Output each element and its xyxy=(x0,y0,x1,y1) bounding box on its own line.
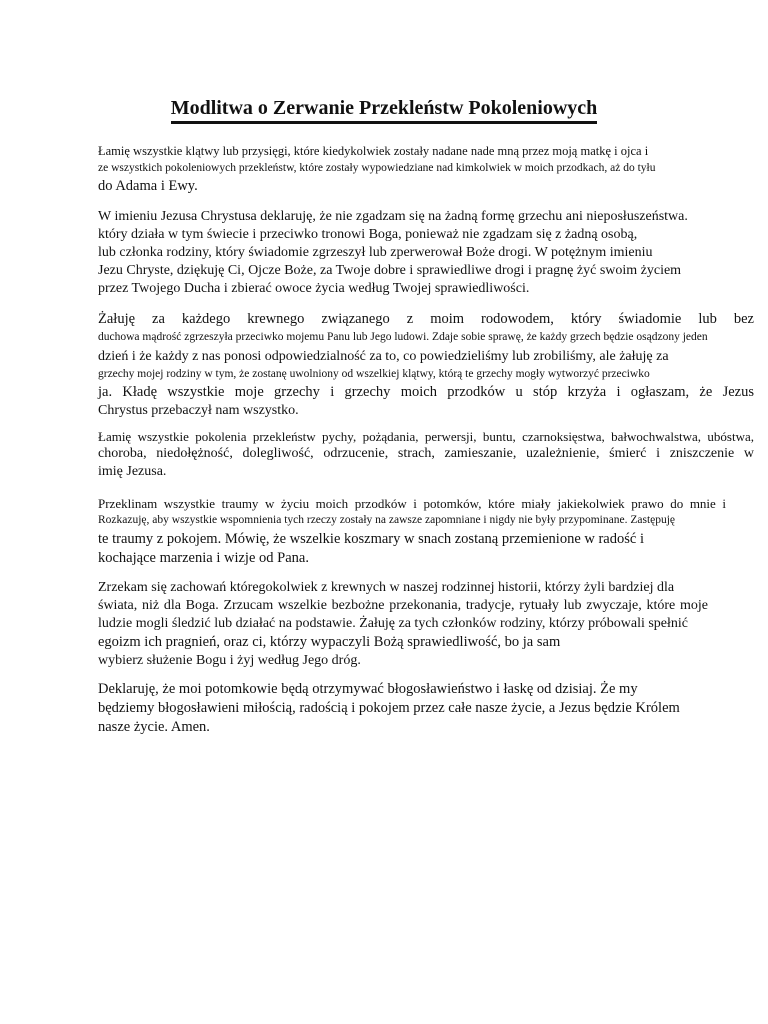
paragraph-line: Deklaruję, że moi potomkowie będą otrzymywać błogosławieństwo i łaskę od dzisiaj. Że my xyxy=(98,681,638,697)
paragraph-line: ze wszystkich pokoleniowych przekleństw, które zostały wypowiedziane nad kimkolwiek w moich przodkach, aż do tyłu xyxy=(98,162,656,174)
paragraph-line: do Adama i Ewy. xyxy=(98,178,198,194)
paragraph-line: będziemy błogosławieni miłością, radością i pokojem przez całe nasze życie, a Jezus będzie Królem xyxy=(98,700,680,716)
paragraph-line: ja. Kładę wszystkie moje grzechy i grzechy moich przodków u stóp krzyża i ogłaszam, że Jezus xyxy=(98,384,754,400)
paragraph-line: Łamię wszystkie klątwy lub przysięgi, które kiedykolwiek zostały nadane nade mną przez moją matkę i ojca i xyxy=(98,144,649,158)
paragraph-5 xyxy=(98,495,726,568)
paragraph-line: nasze życie. Amen. xyxy=(98,719,210,735)
paragraph-line: Zrzekam się zachowań któregokolwiek z krewnych w naszej rodzinnej historii, którzy żyli bardziej dla xyxy=(98,580,675,595)
paragraph-line: kochające marzenia i wizje od Pana. xyxy=(98,550,309,566)
paragraph-line: wybierz służenie Bogu i żyj według Jego dróg. xyxy=(98,653,361,668)
paragraph-line: te traumy z pokojem. Mówię, że wszelkie koszmary w snach zostaną przemienione w radość i xyxy=(98,531,644,547)
paragraph-4 xyxy=(98,428,754,481)
paragraph-line: świata, niż dla Boga. Zrzucam wszelkie bezbożne przekonania, tradycje, rytuały lub zwyczaje, które moje xyxy=(98,598,708,613)
paragraph-line: dzień i że każdy z nas ponosi odpowiedzialność za to, co powiedzieliśmy lub zrobiliśmy, ale żałuję za xyxy=(98,349,669,364)
paragraph-line: przez Twojego Ducha i zbierać owoce życia według Twojej sprawiedliwości. xyxy=(98,281,530,296)
paragraph-line: duchowa mądrość zgrzeszyła przeciwko mojemu Panu lub Jego ludowi. Zdaje sobie sprawę, że każdy grzech będzie osądzony jeden xyxy=(98,331,708,343)
paragraph-line: choroba, niedołężność, dolegliwość, odrzucenie, strach, zamieszanie, uzależnienie, śmierć i zniszczenie w xyxy=(98,446,754,461)
paragraph-2 xyxy=(98,208,754,298)
paragraph-line: Jezu Chryste, dziękuję Ci, Ojcze Boże, za Twoje dobre i sprawiedliwe drogi i pragnę żyć swoim życiem xyxy=(98,263,682,278)
paragraph-line: Łamię wszystkie pokolenia przekleństw pychy, pożądania, perwersji, buntu, czarnoksięstwa, bałwochwalstwa, ubóstwa, xyxy=(98,429,754,444)
paragraph-line: Chrystus przebaczył nam wszystko. xyxy=(98,403,299,418)
title-block xyxy=(0,96,768,124)
paragraph-line: imię Jezusa. xyxy=(98,464,167,479)
paragraph-6 xyxy=(98,579,708,670)
paragraph-line: grzechy mojej rodziny w tym, że zostanę uwolniony od wszelkiej klątwy, którą te grzechy mogły wytworzyć przeciwko xyxy=(98,368,650,380)
paragraph-line: który działa w tym świecie i przeciwko tronowi Boga, ponieważ nie zgadzam się z żadną osobą, xyxy=(98,227,638,242)
paragraph-line: Rozkazuję, aby wszystkie wspomnienia tych rzeczy zostały na zawsze zapomniane i nigdy nie były przypominane. Zastępuję xyxy=(98,514,676,526)
paragraph-line: Żałuję za każdego krewnego związanego z moim rodowodem, który świadomie lub bez xyxy=(98,311,754,327)
paragraph-7 xyxy=(98,680,708,737)
paragraph-1 xyxy=(98,143,728,196)
paragraph-line: egoizm ich pragnień, oraz ci, którzy wypaczyli Bożą sprawiedliwość, bo ja sam xyxy=(98,634,561,650)
paragraph-3 xyxy=(98,310,754,420)
page-title: Modlitwa o Zerwanie Przekleństw Pokoleniowych xyxy=(171,96,598,124)
paragraph-line: W imieniu Jezusa Chrystusa deklaruję, że nie zgadzam się na żadną formę grzechu ani nieposłuszeństwa. xyxy=(98,209,688,224)
paragraph-line: lub członka rodziny, który świadomie zgrzeszył lub zperwerował Boże drogi. W potężnym imieniu xyxy=(98,245,653,260)
paragraph-line: Przeklinam wszystkie traumy w życiu moich przodków i potomków, które miały jakiekolwiek prawo do mnie i xyxy=(98,496,726,511)
paragraph-line: ludzie mogli śledzić lub działać na podstawie. Żałuję za tych członków rodziny, którzy próbowali spełnić xyxy=(98,616,689,631)
